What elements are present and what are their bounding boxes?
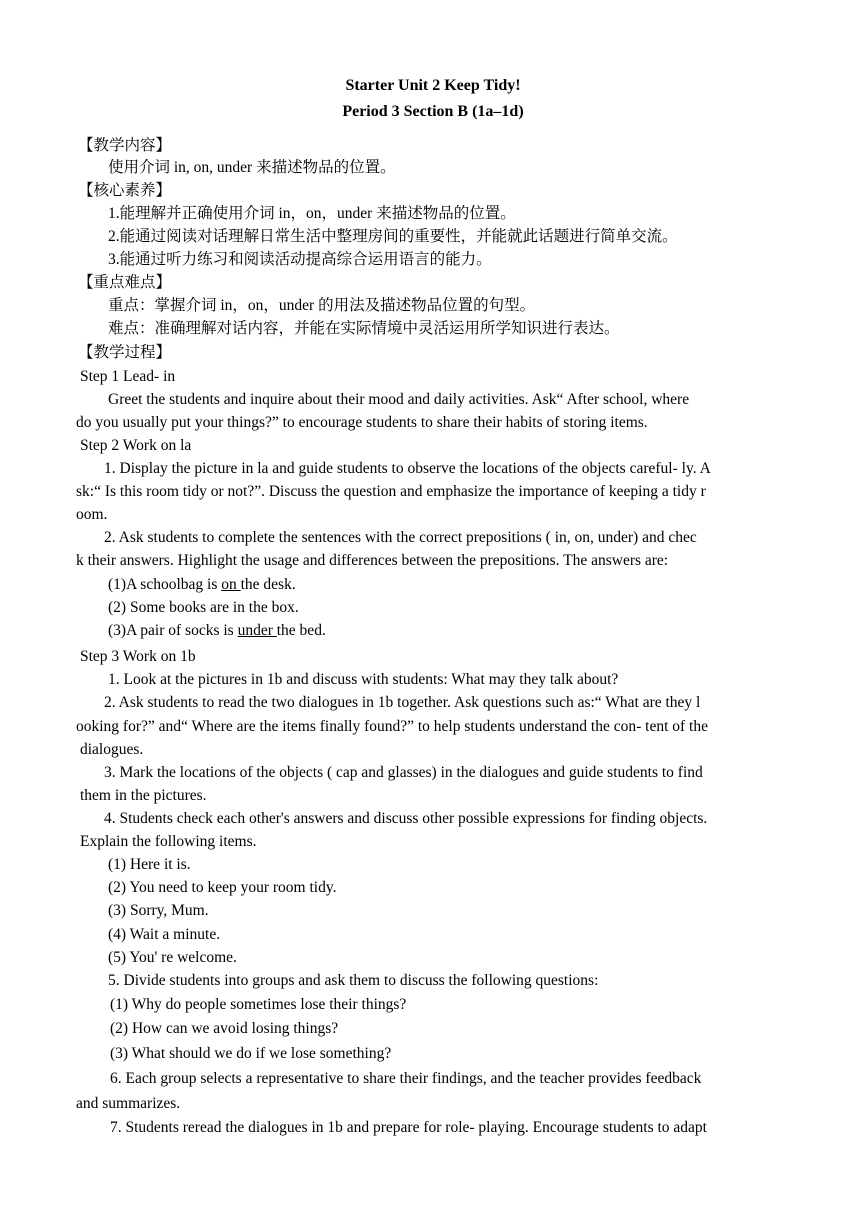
step-1-text-line: do you usually put your things?” to encourage students to share their habits of storing items. [76,414,648,431]
step-3-text-line: 3. Mark the locations of the objects ( cap and glasses) in the dialogues and guide students to find [104,764,703,781]
answer-1-blank: on [221,576,241,593]
step-3-text-line: 2. Ask students to read the two dialogues in 1b together. Ask questions such as:“ What are they l [104,694,701,711]
difficult-point: 难点：准确理解对话内容，并能在实际情境中灵活运用所学知识进行表达。 [108,320,620,337]
step-2-text-line: 2. Ask students to complete the sentences with the correct prepositions ( in, on, under) and chec [104,529,697,546]
answer-2: (2) Some books are in the box. [108,599,299,616]
literacy-item-3: 3.能通过听力练习和阅读活动提高综合运用语言的能力。 [108,251,492,268]
step-2-text-line: sk:“ Is this room tidy or not?”. Discuss the question and emphasize the importance of keeping a tidy r [76,483,706,500]
answer-3-prefix: (3)A pair of socks is [108,622,238,639]
list-item: (4) Wait a minute. [108,926,221,943]
step-2-text-line: 1. Display the picture in la and guide students to observe the locations of the objects careful- ly. A [104,460,711,477]
literacy-item-2: 2.能通过阅读对话理解日常生活中整理房间的重要性，并能就此话题进行简单交流。 [108,228,678,245]
discussion-question: (1) Why do people sometimes lose their things? [110,996,407,1013]
section-heading-process: 【教学过程】 [78,344,172,361]
literacy-item-1: 1.能理解并正确使用介词 in，on，under 来描述物品的位置。 [108,205,516,222]
list-item: (1) Here it is. [108,856,191,873]
answer-3 [108,621,326,641]
section-heading-key-points: 【重点难点】 [78,274,172,291]
document-subtitle: Period 3 Section B (1a–1d) [342,103,524,120]
step-2-text-line: k their answers. Highlight the usage and differences between the prepositions. The answers are: [76,552,669,569]
list-item: (5) You' re welcome. [108,949,237,966]
content-text: 使用介词 in, on, under 来描述物品的位置。 [108,159,396,176]
section-heading-content: 【教学内容】 [78,137,172,154]
list-item: (2) You need to keep your room tidy. [108,879,337,896]
step-3-text-line: them in the pictures. [80,787,207,804]
step-3-text-line: 1. Look at the pictures in 1b and discuss with students: What may they talk about? [108,671,619,688]
answer-1-prefix: (1)A schoolbag is [108,576,222,593]
step-3-text-line: and summarizes. [76,1095,181,1112]
section-heading-literacy: 【核心素养】 [78,182,172,199]
document-title: Starter Unit 2 Keep Tidy! [345,77,521,94]
step-3-text-line: 4. Students check each other's answers and discuss other possible expressions for finding objects. [104,810,708,827]
step-3-text-line: 5. Divide students into groups and ask them to discuss the following questions: [108,972,599,989]
step-3-text-line: Explain the following items. [80,833,257,850]
list-item: (3) Sorry, Mum. [108,902,209,919]
step-3-heading: Step 3 Work on 1b [80,648,196,665]
step-3-text-line: dialogues. [80,741,144,758]
step-3-text-line: 6. Each group selects a representative to share their findings, and the teacher provides feedback [110,1070,702,1087]
answer-3-blank: under [237,622,277,639]
answer-1 [108,575,296,595]
step-2-heading: Step 2 Work on la [80,437,192,454]
discussion-question: (2) How can we avoid losing things? [110,1020,339,1037]
answer-1-suffix: the desk. [240,576,296,593]
key-point: 重点：掌握介词 in，on，under 的用法及描述物品位置的句型。 [108,297,536,314]
discussion-question: (3) What should we do if we lose something? [110,1045,392,1062]
step-2-text-line: oom. [76,506,108,523]
step-1-text-line: Greet the students and inquire about their mood and daily activities. Ask“ After school, where [108,391,690,408]
step-3-text-line: ooking for?” and“ Where are the items finally found?” to help students understand the con- tent of the [76,718,708,735]
step-1-heading: Step 1 Lead- in [80,368,176,385]
step-3-text-line: 7. Students reread the dialogues in 1b and prepare for role- playing. Encourage students to adapt [110,1119,707,1136]
answer-3-suffix: the bed. [276,622,326,639]
